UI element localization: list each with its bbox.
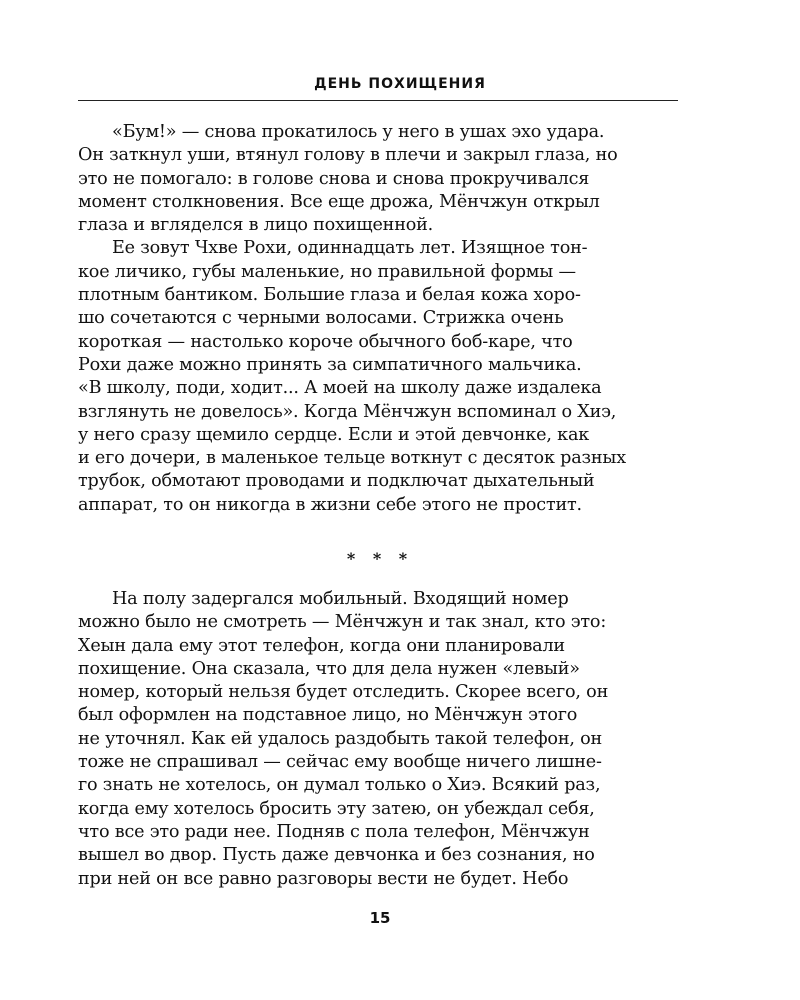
- text-line: можно было не смотреть — Мёнчжун и так знал, кто это:: [78, 612, 607, 633]
- running-head: ДЕНЬ ПОХИЩЕНИЯ: [314, 76, 486, 92]
- text-line: короткая — настолько короче обычного боб-каре, что: [78, 331, 573, 352]
- text-line: плотным бантиком. Большие глаза и белая кожа хоро-: [78, 285, 581, 306]
- text-line: тоже не спрашивал — сейчас ему вообще ничего лишне-: [78, 752, 602, 773]
- text-line: Ее зовут Чхве Рохи, одиннадцать лет. Изящное тон-: [112, 238, 588, 259]
- text-line: го знать не хотелось, он думал только о Хиэ. Всякий раз,: [78, 775, 601, 796]
- text-line: когда ему хотелось бросить эту затею, он убеждал себя,: [78, 798, 595, 819]
- text-line: не уточнял. Как ей удалось раздобыть такой телефон, он: [78, 728, 603, 749]
- text-line: Он заткнул уши, втянул голову в плечи и закрыл глаза, но: [78, 145, 618, 166]
- page-number: 15: [369, 909, 391, 927]
- text-line: при ней он все равно разговоры вести не будет. Небо: [78, 868, 569, 889]
- text-line: трубок, обмотают проводами и подключат дыхательный: [78, 471, 595, 492]
- text-line: Рохи даже можно принять за симпатичного мальчика.: [78, 354, 582, 375]
- text-line: аппарат, то он никогда в жизни себе этого не простит.: [78, 494, 582, 515]
- text-line: был оформлен на подставное лицо, но Мёнчжун этого: [78, 705, 578, 726]
- text-line: у него сразу щемило сердце. Если и этой девчонке, как: [78, 424, 590, 445]
- header-rule: [78, 100, 678, 101]
- text-line: На полу задергался мобильный. Входящий номер: [112, 589, 569, 609]
- text-line: что все это ради нее. Подняв с пола телефон, Мёнчжун: [78, 821, 590, 842]
- text-line: это не помогало: в голове снова и снова прокручивался: [78, 168, 590, 189]
- text-line: кое личико, губы маленькие, но правильной формы —: [78, 261, 576, 282]
- text-block-1: [78, 121, 678, 517]
- text-line: момент столкновения. Все еще дрожа, Мёнчжун открыл: [78, 191, 600, 212]
- text-block-2: [78, 588, 678, 891]
- text-line: вышел во двор. Пусть даже девчонка и без сознания, но: [78, 845, 595, 866]
- text-line: Хеын дала ему этот телефон, когда они планировали: [78, 635, 565, 656]
- text-line: «Бум!» — снова прокатилось у него в ушах эхо удара.: [112, 122, 605, 142]
- text-line: и его дочери, в маленькое тельце воткнут с десяток разных: [78, 448, 626, 469]
- text-line: «В школу, поди, ходит... А моей на школу даже издалека: [78, 378, 602, 399]
- text-line: шо сочетаются с черными волосами. Стрижка очень: [78, 308, 564, 329]
- section-separator: * * *: [346, 549, 414, 568]
- text-line: взглянуть не довелось». Когда Мёнчжун вспоминал о Хиэ,: [78, 401, 617, 422]
- text-line: похищение. Она сказала, что для дела нужен «левый»: [78, 658, 580, 679]
- text-line: глаза и вгляделся в лицо похищенной.: [78, 215, 434, 236]
- text-line: номер, который нельзя будет отследить. Скорее всего, он: [78, 682, 609, 703]
